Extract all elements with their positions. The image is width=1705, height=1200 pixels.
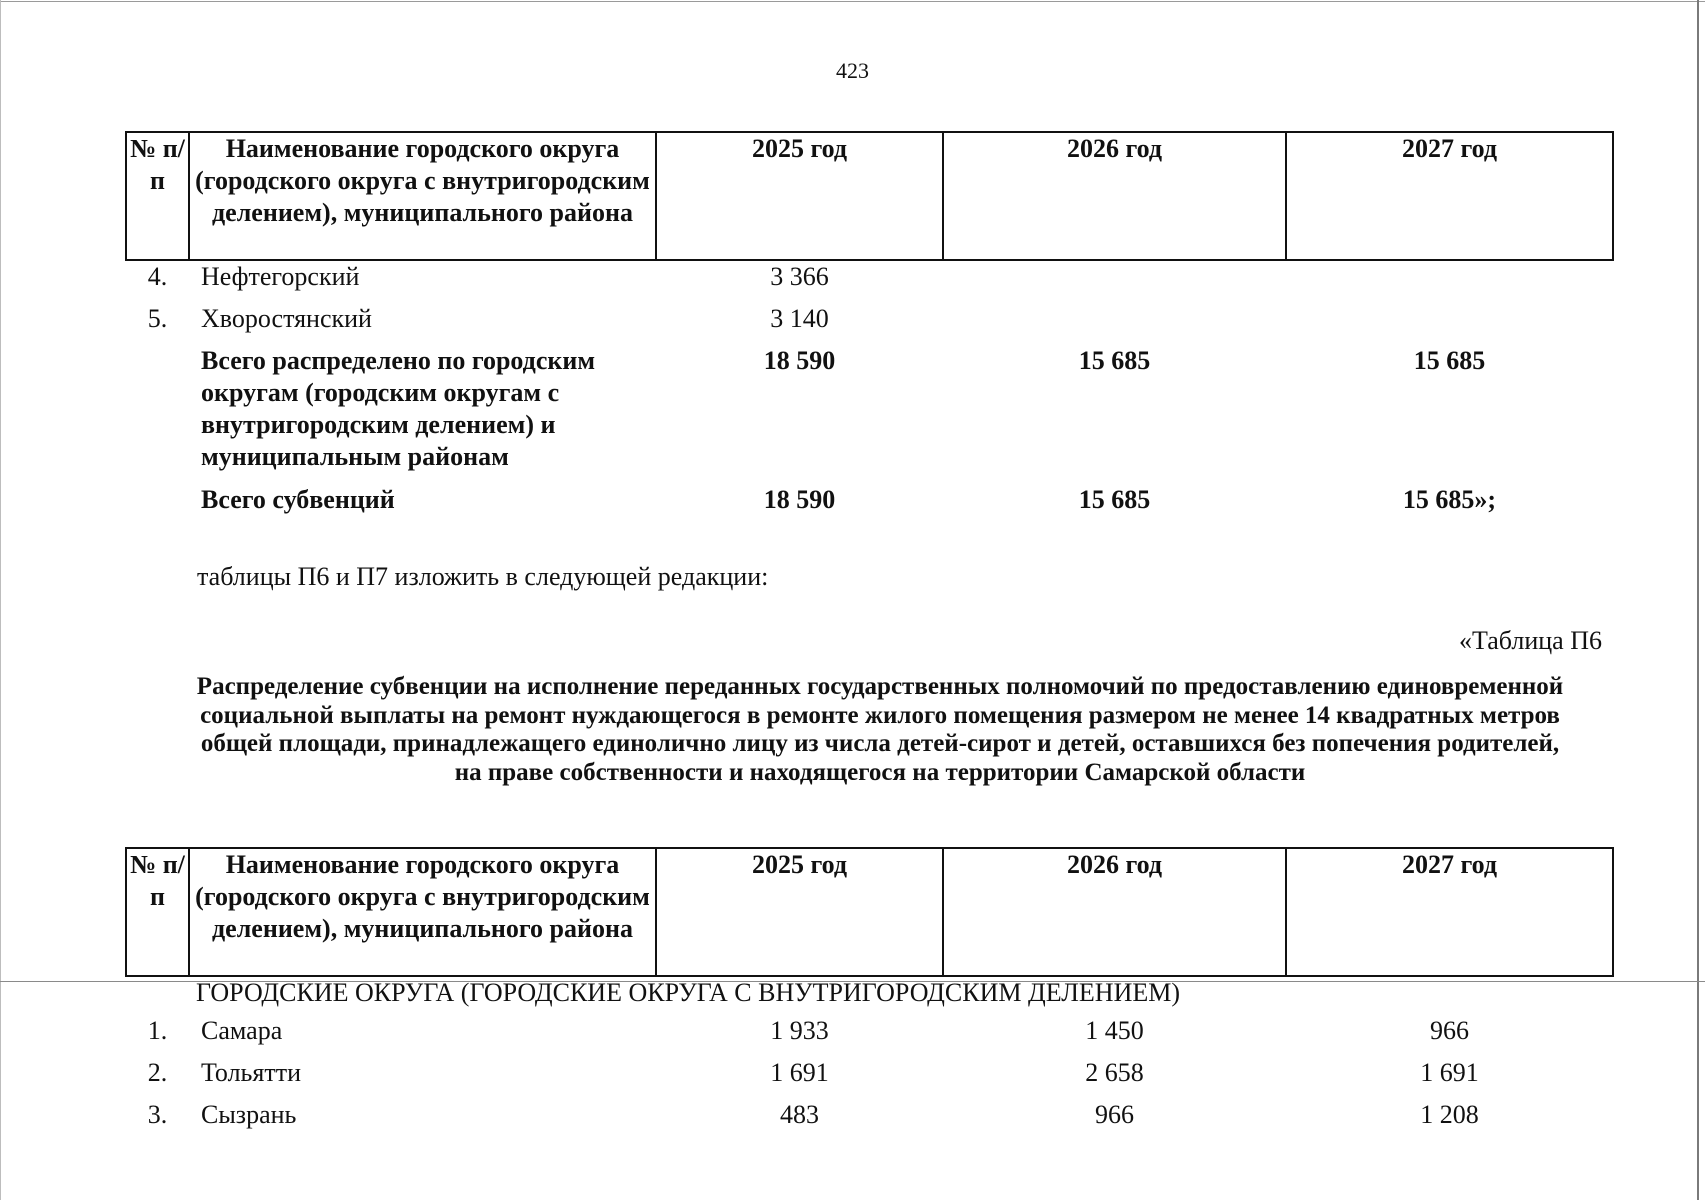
- total-subventions-row: [126, 484, 1613, 524]
- row-value-2026: [943, 260, 1286, 303]
- row-value-2025: 483: [780, 1100, 819, 1129]
- header-number: № п/п: [126, 132, 189, 260]
- row-name: Нефтегорский: [201, 262, 360, 291]
- table-header: [126, 848, 1613, 976]
- section-heading: ГОРОДСКИЕ ОКРУГА (ГОРОДСКИЕ ОКРУГА С ВНУТРИГОРОДСКИМ ДЕЛЕНИЕМ): [196, 978, 1181, 1007]
- scan-edge-top: [0, 1, 1705, 2]
- row-value-2027: 966: [1430, 1016, 1469, 1045]
- header-2025: 2025 год: [656, 132, 943, 260]
- row-value-2026: [943, 303, 1286, 345]
- row-value-2027: 1 208: [1420, 1100, 1479, 1129]
- row-value-2025: 1 933: [770, 1016, 829, 1045]
- row-name: Хворостянский: [201, 304, 372, 333]
- row-number: 5.: [147, 304, 168, 333]
- total-subventions-label: Всего субвенций: [201, 485, 395, 514]
- total-distributed-2025: 18 590: [763, 346, 836, 375]
- table-row: [126, 260, 1613, 303]
- page-number: 423: [836, 58, 869, 83]
- header-2026: 2026 год: [943, 848, 1286, 976]
- header-2025: 2025 год: [656, 848, 943, 976]
- total-distributed-row: [126, 345, 1613, 484]
- row-name: Сызрань: [201, 1100, 297, 1129]
- total-subventions-2027: 15 685»;: [1402, 485, 1497, 514]
- section-row: [126, 976, 1613, 1015]
- row-number: 3.: [147, 1100, 168, 1129]
- row-value-2027: 1 691: [1420, 1058, 1479, 1087]
- total-distributed-label: Всего распределено по городским округам (городским округам с внутригородским делением) и муниципальным районам: [201, 346, 596, 471]
- table-row: [126, 1099, 1613, 1141]
- body-paragraph: таблицы П6 и П7 изложить в следующей редакции:: [197, 562, 769, 591]
- row-value-2025: 3 140: [770, 304, 829, 333]
- scan-edge-left: [0, 0, 1, 1200]
- table-row: [126, 1057, 1613, 1099]
- table-row: [126, 303, 1613, 345]
- row-value-2026: 1 450: [1085, 1016, 1144, 1045]
- header-name: Наименование городского округа (городского округа с внутригородским делением), муниципального района: [189, 848, 656, 976]
- total-distributed-2027: 15 685: [1413, 346, 1486, 375]
- table-title: Распределение субвенции на исполнение переданных государственных полномочий по предоставлению единовременной социальной выплаты на ремонт нуждающегося в ремонте жилого помещения размером не менее 14 квадратных метров общей площади, принадлежащего единолично лицу из числа детей-сирот и детей, оставшихся без попечения родителей, на праве собственности и находящегося на территории Самарской области: [196, 673, 1564, 786]
- total-subventions-2025: 18 590: [763, 485, 836, 514]
- row-value-2026: 2 658: [1085, 1058, 1144, 1087]
- header-2027: 2027 год: [1286, 132, 1613, 260]
- row-value-2025: 3 366: [770, 262, 829, 291]
- scan-edge-right: [1697, 0, 1699, 1200]
- table-header: [126, 132, 1613, 260]
- continuation-table: [125, 131, 1614, 524]
- header-number: № п/п: [126, 848, 189, 976]
- total-distributed-2026: 15 685: [1078, 346, 1151, 375]
- row-number: 4.: [147, 262, 168, 291]
- header-name: Наименование городского округа (городского округа с внутригородским делением), муниципального района: [189, 132, 656, 260]
- total-subventions-2026: 15 685: [1078, 485, 1151, 514]
- row-value-2027: [1286, 303, 1613, 345]
- row-name: Самара: [201, 1016, 283, 1045]
- row-number: 2.: [147, 1058, 168, 1087]
- table-row: [126, 1015, 1613, 1057]
- row-value-2025: 1 691: [770, 1058, 829, 1087]
- row-value-2027: [1286, 260, 1613, 303]
- table-p6: [125, 847, 1614, 1141]
- header-2026: 2026 год: [943, 132, 1286, 260]
- table-label: «Таблица П6: [1459, 626, 1602, 655]
- row-name: Тольятти: [201, 1058, 302, 1087]
- row-number: 1.: [147, 1016, 168, 1045]
- header-2027: 2027 год: [1286, 848, 1613, 976]
- row-value-2026: 966: [1095, 1100, 1134, 1129]
